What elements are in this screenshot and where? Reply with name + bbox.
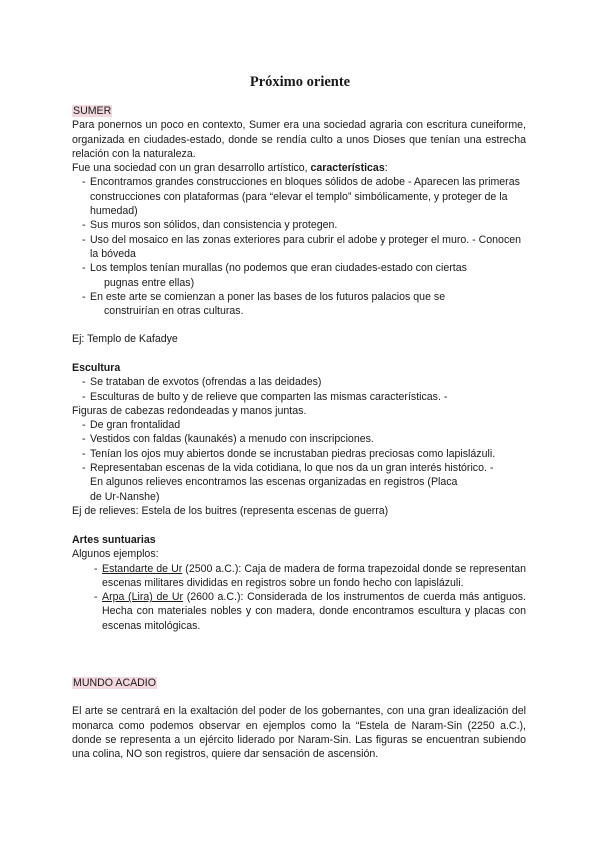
list-item-text: Esculturas de bulto y de relieve que comparten las mismas características. - (90, 390, 448, 403)
escultura-list (72, 375, 526, 504)
list-item: - Se trataban de exvotos (ofrendas a las deidades) (90, 375, 526, 389)
artes-sub: Algunos ejemplos: (72, 548, 159, 561)
list-item-continuation: Figuras de cabezas redondeadas y manos juntas. (72, 404, 307, 417)
escultura-heading: Escultura (72, 362, 121, 374)
escultura-example: Ej de relieves: Estela de los buitres (representa escenas de guerra) (72, 504, 389, 517)
list-item (102, 590, 526, 633)
arpa-desc: (2600 a.C.): Considerada de los instrumentos de cuerda más antiguos. Hecha con materiales nobles y con madera, donde encontramos escultura y placas con escenas mitológicas. (102, 591, 527, 632)
sumer-section (72, 104, 526, 347)
arpa-name: Arpa (Lira) de Ur (102, 591, 184, 604)
list-item: - Tenían los ojos muy abiertos donde se incrustaban piedras preciosas como lapislázuli. (90, 447, 526, 461)
acadio-text: El arte se centrará en la exaltación del poder de los gobernantes, con una gran idealización del monarca como podemos observar en ejemplos como la “Estela de Naram-Sin (2250 a.C.), donde se representa a un ejército liderado por Naram-Sin. Las figuras se encuentran subiendo una colina, NO son registros, quiere dar sensación de ascensión. (72, 705, 526, 761)
list-item-continuation: pugnas entre ellas) (104, 276, 195, 289)
list-item (102, 562, 526, 591)
artes-section (72, 533, 526, 633)
list-item: - Encontramos grandes construcciones en bloques sólidos de adobe - Aparecen las primeras construcciones con plataformas (para “elevar el templo” simbólicamente, y proteger de la humedad) (90, 175, 526, 218)
list-item-text: Los templos tenían murallas (no podemos que eran ciudades-estado con ciertas (90, 262, 467, 275)
estandarte-desc: (2500 a.C.): Caja de madera de forma trapezoidal donde se representan escenas militares divididas en registros sobre un fondo hecho con lapislázuli. (102, 562, 526, 589)
sumer-intro: Para ponernos un poco en contexto, Sumer era una sociedad agraria con escritura cuneiforme, organizada en ciudades-estado, donde se rendía culto a unos Dioses que tenían una estrecha relación con la naturaleza. (72, 119, 526, 160)
artes-heading: Artes suntuarias (72, 534, 156, 546)
list-item (90, 261, 526, 290)
list-item: - Uso del mosaico en las zonas exteriores para cubrir el adobe y proteger el muro. - Conocen la bóveda (90, 233, 526, 262)
list-item: - Sus muros son sólidos, dan consistencia y protegen. (90, 218, 526, 232)
list-item-continuation: En algunos relieves encontramos las escenas organizadas en registros (Placa de Ur-Nanshe) (90, 476, 458, 503)
list-item-text: Representaban escenas de la vida cotidiana, lo que nos da un gran interés histórico. - (90, 462, 494, 475)
list-item-continuation: construirían en otras culturas. (104, 305, 244, 318)
sumer-example: Ej: Templo de Kafadye (72, 333, 178, 346)
features-label: características (310, 162, 385, 175)
features-colon: : (384, 162, 388, 175)
sumer-heading: SUMER (73, 105, 112, 117)
acadio-section (72, 676, 526, 761)
list-item: - Vestidos con faldas (kaunakés) a menudo con inscripciones. (90, 432, 526, 446)
list-item (90, 290, 526, 319)
list-item-text: En este arte se comienzan a poner las bases de los futuros palacios que se (90, 290, 446, 303)
estandarte-name: Estandarte de Ur (102, 562, 183, 575)
sumer-features-lead (72, 161, 526, 175)
sumer-features-list (72, 175, 526, 318)
list-item (72, 390, 526, 419)
acadio-heading: MUNDO ACADIO (73, 677, 156, 689)
list-item: - De gran frontalidad (90, 418, 526, 432)
list-item (90, 461, 526, 504)
escultura-section (72, 361, 526, 518)
features-lead-text: Fue una sociedad con un gran desarrollo artístico, (72, 162, 311, 175)
page-title: Próximo oriente (249, 74, 351, 90)
artes-list (72, 562, 526, 633)
